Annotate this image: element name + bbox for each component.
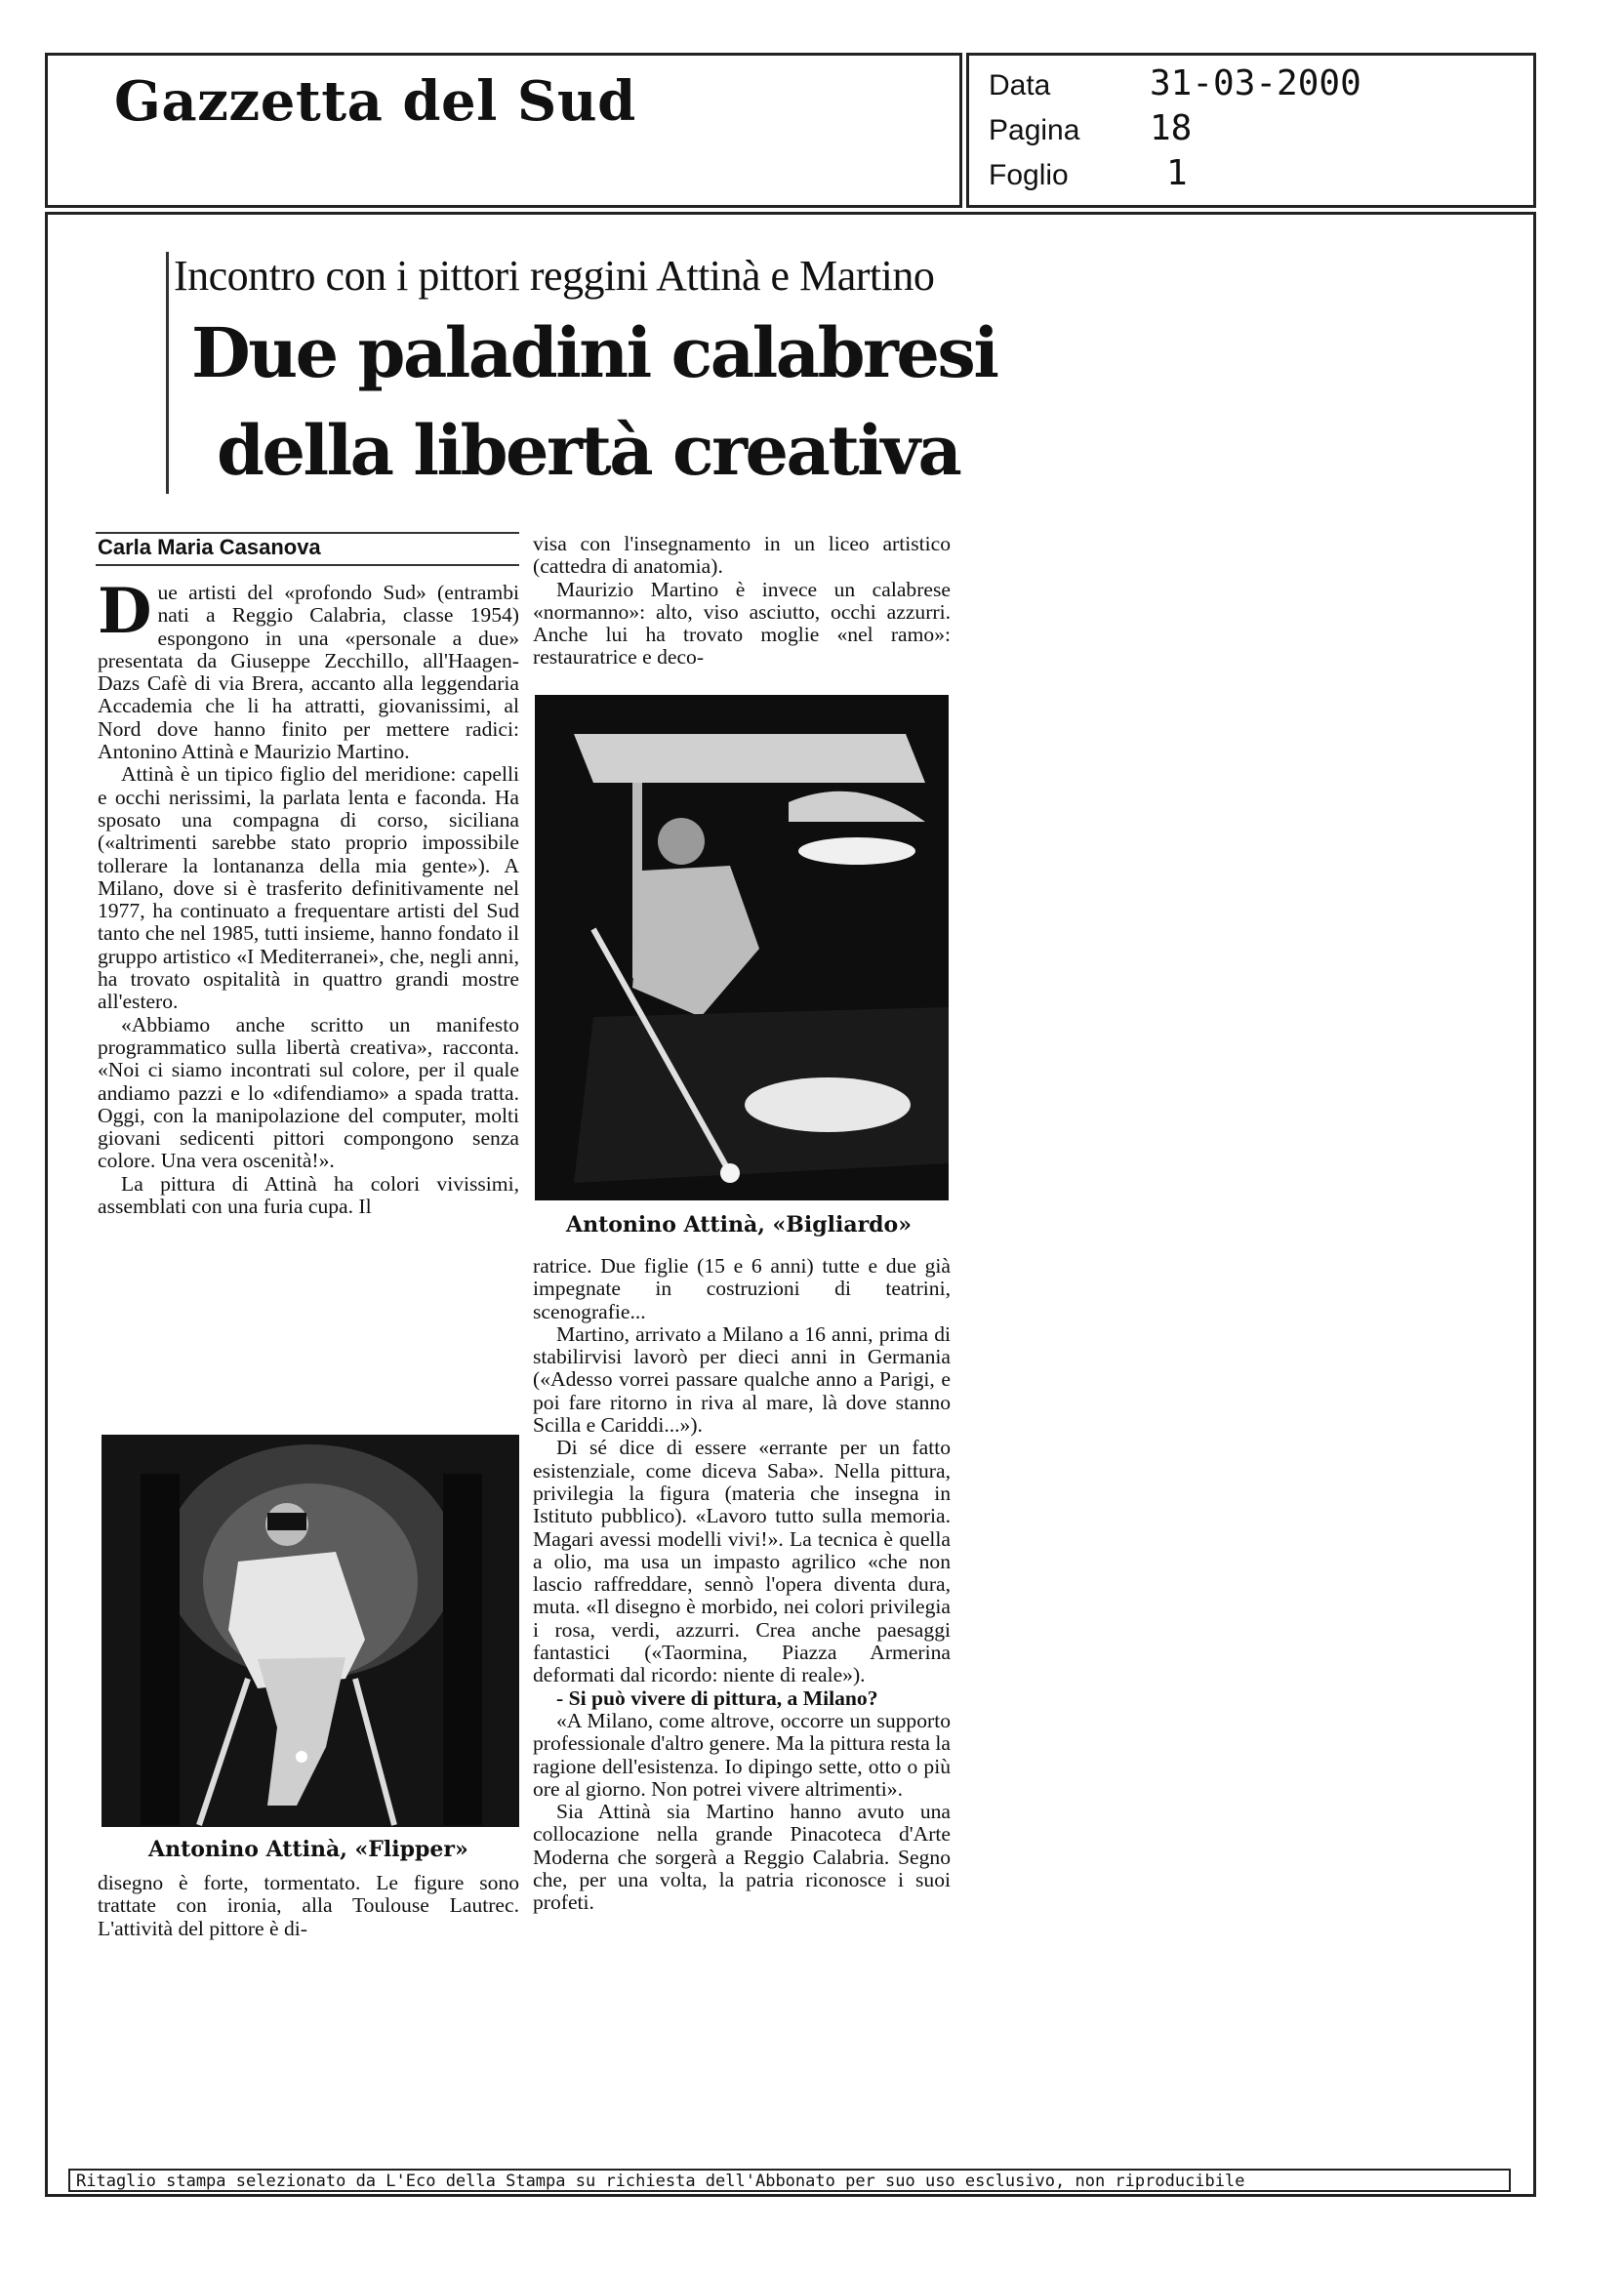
page-row (989, 108, 1193, 148)
date-row (989, 63, 1361, 103)
article-kicker: Incontro con i pittori reggini Attinà e Martino (174, 252, 935, 300)
interview-question: - Si può vivere di pittura, a Milano? (556, 1685, 878, 1710)
paragraph: Di sé dice di essere «errante per un fatto esistenziale, come diceva Saba». Nella pittura, privilegia la figura (materia che insegna in Istituto pubblico). «Lavoro tutto sulla memoria. Magari avessi modelli vivi!». La tecnica è quella a olio, ma usa un impasto agrilico «che non lascio raffreddare, sennò l'opera diventa dura, muta. «Il disegno è morbido, nei colori privilegia i rosa, verdi, azzurri. Crea anche paesaggi fantastici («Taormina, Piazza Armerina deformati dal ricordo: niente di reale»). (533, 1436, 951, 1687)
paragraph: «A Milano, come altrove, occorre un supporto professionale d'altro genere. Ma la pittura resta la ragione dell'esistenza. Io dipingo sette, otto o più ore al giorno. Non potrei vivere altrimenti». (533, 1708, 951, 1801)
header-masthead-box (45, 53, 962, 208)
sheet-value: 1 (1166, 153, 1188, 193)
sheet-label: Foglio (989, 159, 1069, 191)
column-1 (98, 575, 519, 1219)
column-1-continued (98, 1872, 519, 1940)
page-value: 18 (1150, 108, 1193, 148)
byline-rule (96, 564, 519, 566)
flipper-caption: Antonino Attinà, «Flipper» (148, 1837, 468, 1862)
bigliardo-artwork (535, 695, 949, 1200)
date-value: 31-03-2000 (1150, 63, 1361, 103)
paragraph: Sia Attinà sia Martino hanno avuto una collocazione nella grande Pinacoteca d'Arte Moderna che sorgerà a Reggio Calabria. Segno che, per una volta, la patria riconosce i suoi profeti. (533, 1800, 951, 1915)
paragraph: La pittura di Attinà ha colori vivissimi, assemblati con una furia cupa. Il (98, 1171, 519, 1219)
page-label: Pagina (989, 114, 1080, 146)
paragraph: Martino, arrivato a Milano a 16 anni, prima di stabilirvisi lavorò per dieci anni in Germania («Adesso vorrei passare qualche anno a Parigi, e poi fare ritorno in riva al mare, là dove stanno Scilla e Cariddi...»). (533, 1321, 951, 1438)
paragraph: Maurizio Martino è invece un calabrese «normanno»: alto, viso asciutto, occhi azzurri. Anche lui ha trovato moglie «nel ramo»: restauratrice e deco- (533, 577, 951, 670)
paragraph: Attinà è un tipico figlio del meridione: capelli e occhi nerissimi, la parlata lenta e faconda. Ha sposato una compagna di corso, siciliana («altrimenti sarebbe stato proprio impossibile tollerare la lontananza della mia gente»). A Milano, dove si è trasferito definitivamente nel 1977, ha continuato a frequentare artisti del Sud tanto che nel 1985, tutti insieme, hanno fondato il gruppo artistico «I Mediterranei», che, negli anni, ha trovato ospitalità in quattro grandi mostre all'estero. (98, 762, 519, 1014)
column-2-top (533, 533, 951, 670)
paragraph: disegno è forte, tormentato. Le figure sono trattate con ironia, alla Toulouse Lautrec. L'attività del pittore è di- (98, 1871, 519, 1940)
paragraph: Due artisti del «profondo Sud» (entrambi nati a Reggio Calabria, classe 1954) espongono in una «personale a due» presentata da Giuseppe Zecchillo, all'Haagen-Dazs Cafè di via Brera, accanto alla leggendaria Accademia che li ha attratti, giovanissimi, al Nord dove hanno finito per mettere radici: Antonino Attinà e Maurizio Martino. (98, 575, 519, 764)
byline: Carla Maria Casanova (98, 535, 321, 559)
dropcap: D (98, 575, 152, 648)
clipping-notice: Ritaglio stampa selezionato da L'Eco della Stampa su richiesta dell'Abbonato per suo uso esclusivo, non riproducibile (68, 2169, 1511, 2192)
sheet-row (989, 153, 1188, 193)
headline-line-1: Due paladini calabresi (191, 312, 997, 393)
paragraph: «Abbiamo anche scritto un manifesto programmatico sulla libertà creativa», racconta. «Noi ci siamo incontrati sul colore, per il quale andiamo pazzi e lo «difendiamo» a spada tratta. Oggi, con la manipolazione del computer, molti giovani sedicenti pittori compongono senza colore. Una vera oscenità!». (98, 1012, 519, 1173)
paragraph: visa con l'insegnamento in un liceo artistico (cattedra di anatomia). (533, 532, 951, 579)
bigliardo-photo (535, 695, 949, 1200)
masthead: Gazzetta del Sud (114, 69, 636, 134)
headline-line-2: della libertà creativa (217, 410, 960, 491)
flipper-photo (102, 1435, 519, 1827)
paragraph: ratrice. Due figlie (15 e 6 anni) tutte e due già impegnate in costruzioni di teatrini, scenografie... (533, 1254, 951, 1323)
header-meta-box (966, 53, 1536, 208)
byline-rule-top (96, 532, 519, 534)
date-label: Data (989, 69, 1051, 102)
flipper-artwork (102, 1435, 519, 1827)
column-2-bottom (533, 1255, 951, 1915)
bigliardo-caption: Antonino Attinà, «Bigliardo» (566, 1212, 912, 1238)
kicker-rule (166, 252, 169, 494)
